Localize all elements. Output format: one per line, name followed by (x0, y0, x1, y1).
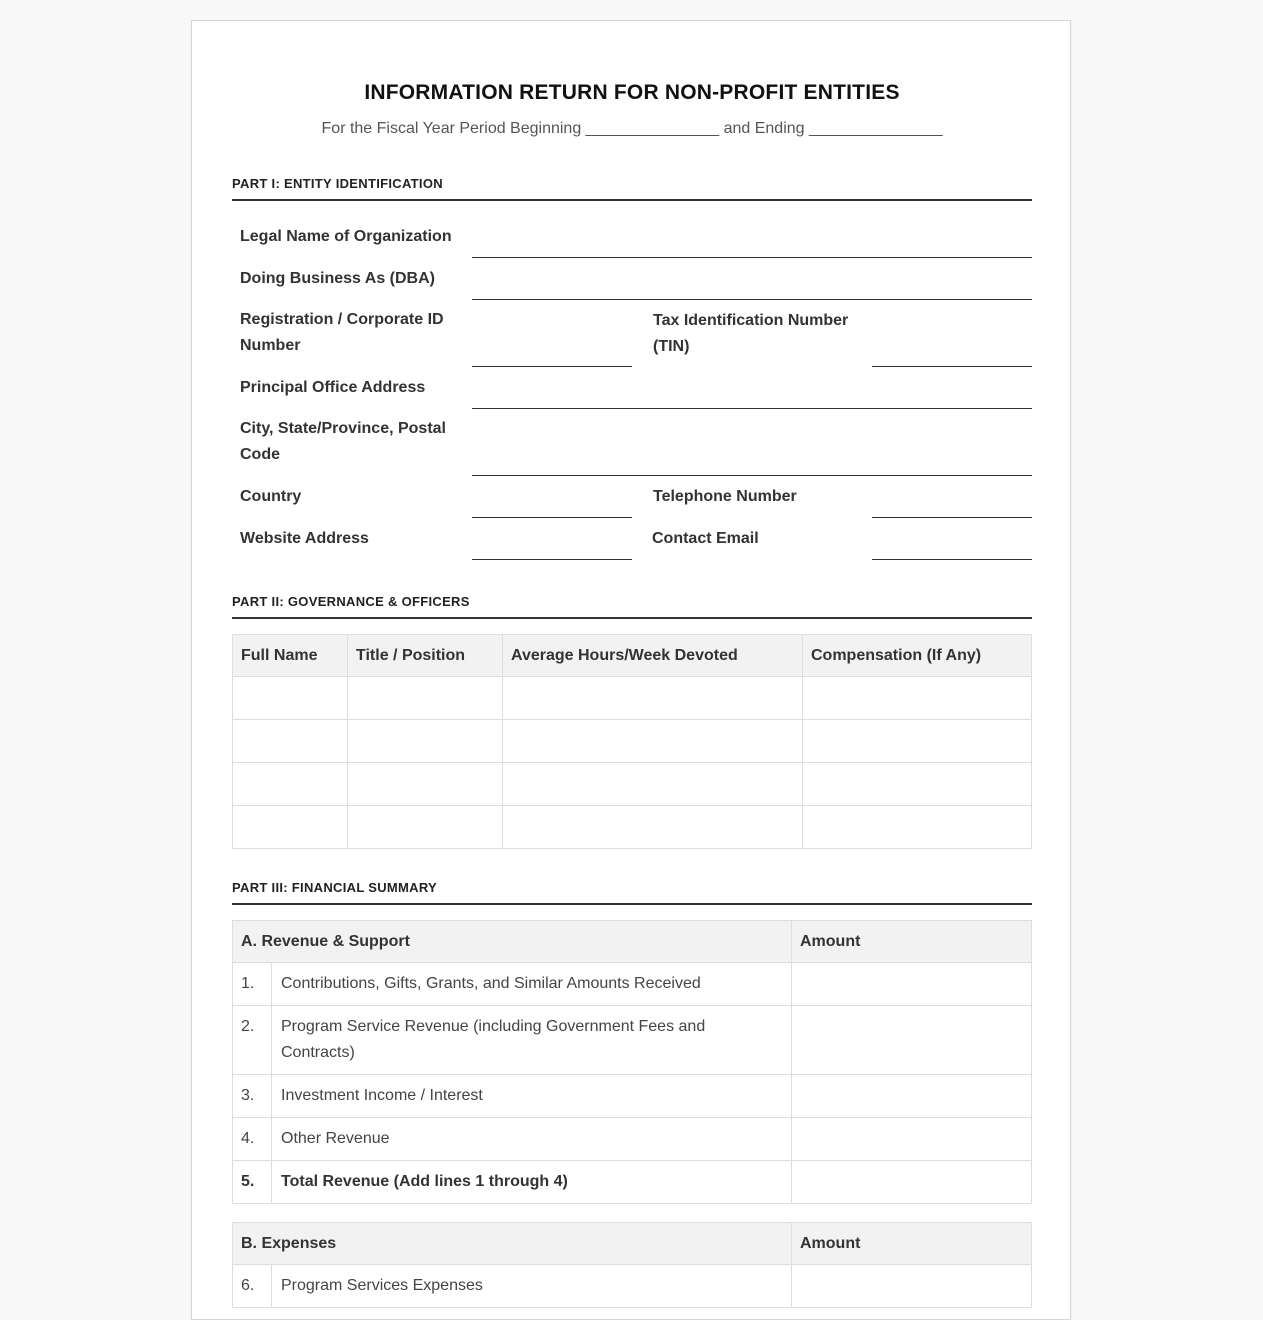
table-row (233, 1006, 1032, 1075)
table-cell[interactable] (348, 677, 503, 720)
dba-label: Doing Business As (DBA) (240, 270, 435, 287)
tin-label: Tax Identification Number (TIN) (653, 312, 849, 355)
table-row (233, 1265, 1032, 1308)
city-state-postal-label: City, State/Province, Postal Code (240, 420, 446, 463)
revenue-table (232, 920, 1032, 1204)
line-number: 3. (233, 1075, 272, 1118)
website-field[interactable] (472, 559, 632, 560)
table-row (233, 1075, 1032, 1118)
expenses-header: B. Expenses (233, 1223, 792, 1265)
email-field[interactable] (872, 559, 1032, 560)
amount-cell[interactable] (792, 1265, 1032, 1308)
expenses-header-row (233, 1223, 1032, 1265)
expenses-amount-header: Amount (792, 1223, 1032, 1265)
line-number: 5. (233, 1161, 272, 1204)
line-label: Investment Income / Interest (272, 1075, 792, 1118)
registration-id-label: Registration / Corporate ID Number (240, 311, 444, 354)
table-cell[interactable] (803, 806, 1032, 849)
col-title-position: Title / Position (348, 635, 503, 677)
part1-heading: PART I: ENTITY IDENTIFICATION (232, 176, 1032, 201)
table-row (233, 1118, 1032, 1161)
table-cell[interactable] (803, 763, 1032, 806)
legal-name-field[interactable] (472, 257, 1032, 258)
line-label: Other Revenue (272, 1118, 792, 1161)
col-full-name: Full Name (233, 635, 348, 677)
table-row (233, 763, 1032, 806)
table-cell[interactable] (348, 806, 503, 849)
amount-cell[interactable] (792, 1075, 1032, 1118)
table-cell[interactable] (233, 763, 348, 806)
expenses-table (232, 1222, 1032, 1308)
city-state-postal-field[interactable] (472, 475, 1032, 476)
line-label: Program Service Revenue (including Government Fees and Contracts) (272, 1006, 792, 1075)
line-label: Program Services Expenses (272, 1265, 792, 1308)
line-number: 4. (233, 1118, 272, 1161)
address-label: Principal Office Address (240, 379, 426, 396)
table-row (233, 720, 1032, 763)
telephone-label: Telephone Number (653, 488, 797, 505)
amount-cell[interactable] (792, 963, 1032, 1006)
part3-heading: PART III: FINANCIAL SUMMARY (232, 880, 1032, 905)
table-cell[interactable] (503, 677, 803, 720)
tin-field[interactable] (872, 366, 1032, 367)
legal-name-label: Legal Name of Organization (240, 228, 452, 245)
table-cell[interactable] (503, 806, 803, 849)
telephone-field[interactable] (872, 517, 1032, 518)
table-row (233, 806, 1032, 849)
line-label: Contributions, Gifts, Grants, and Similar Amounts Received (272, 963, 792, 1006)
revenue-header-row (233, 921, 1032, 963)
table-cell[interactable] (503, 763, 803, 806)
revenue-header: A. Revenue & Support (233, 921, 792, 963)
col-compensation: Compensation (If Any) (803, 635, 1032, 677)
table-cell[interactable] (348, 763, 503, 806)
email-label: Contact Email (652, 530, 759, 547)
registration-id-field[interactable] (472, 366, 632, 367)
table-row (233, 677, 1032, 720)
table-cell[interactable] (503, 720, 803, 763)
line-label: Total Revenue (Add lines 1 through 4) (272, 1161, 792, 1204)
dba-field[interactable] (472, 299, 1032, 300)
table-cell[interactable] (233, 720, 348, 763)
amount-cell[interactable] (792, 1006, 1032, 1075)
revenue-amount-header: Amount (792, 921, 1032, 963)
part2-heading: PART II: GOVERNANCE & OFFICERS (232, 594, 1032, 619)
amount-cell[interactable] (792, 1118, 1032, 1161)
fiscal-year-line: For the Fiscal Year Period Beginning _______________ and Ending _______________ (321, 120, 943, 137)
table-cell[interactable] (233, 677, 348, 720)
table-cell[interactable] (803, 720, 1032, 763)
table-row (233, 963, 1032, 1006)
total-row (233, 1161, 1032, 1204)
table-cell[interactable] (803, 677, 1032, 720)
amount-cell[interactable] (792, 1161, 1032, 1204)
line-number: 1. (233, 963, 272, 1006)
form-page (191, 20, 1071, 1320)
officers-header-row (233, 635, 1032, 677)
country-field[interactable] (472, 517, 632, 518)
line-number: 6. (233, 1265, 272, 1308)
table-cell[interactable] (348, 720, 503, 763)
officers-table (232, 634, 1032, 849)
form-title: INFORMATION RETURN FOR NON-PROFIT ENTITIES (364, 81, 900, 104)
country-label: Country (240, 488, 302, 505)
address-field[interactable] (472, 408, 1032, 409)
col-hours-per-week: Average Hours/Week Devoted (503, 635, 803, 677)
website-label: Website Address (240, 530, 369, 547)
line-number: 2. (233, 1006, 272, 1075)
table-cell[interactable] (233, 806, 348, 849)
